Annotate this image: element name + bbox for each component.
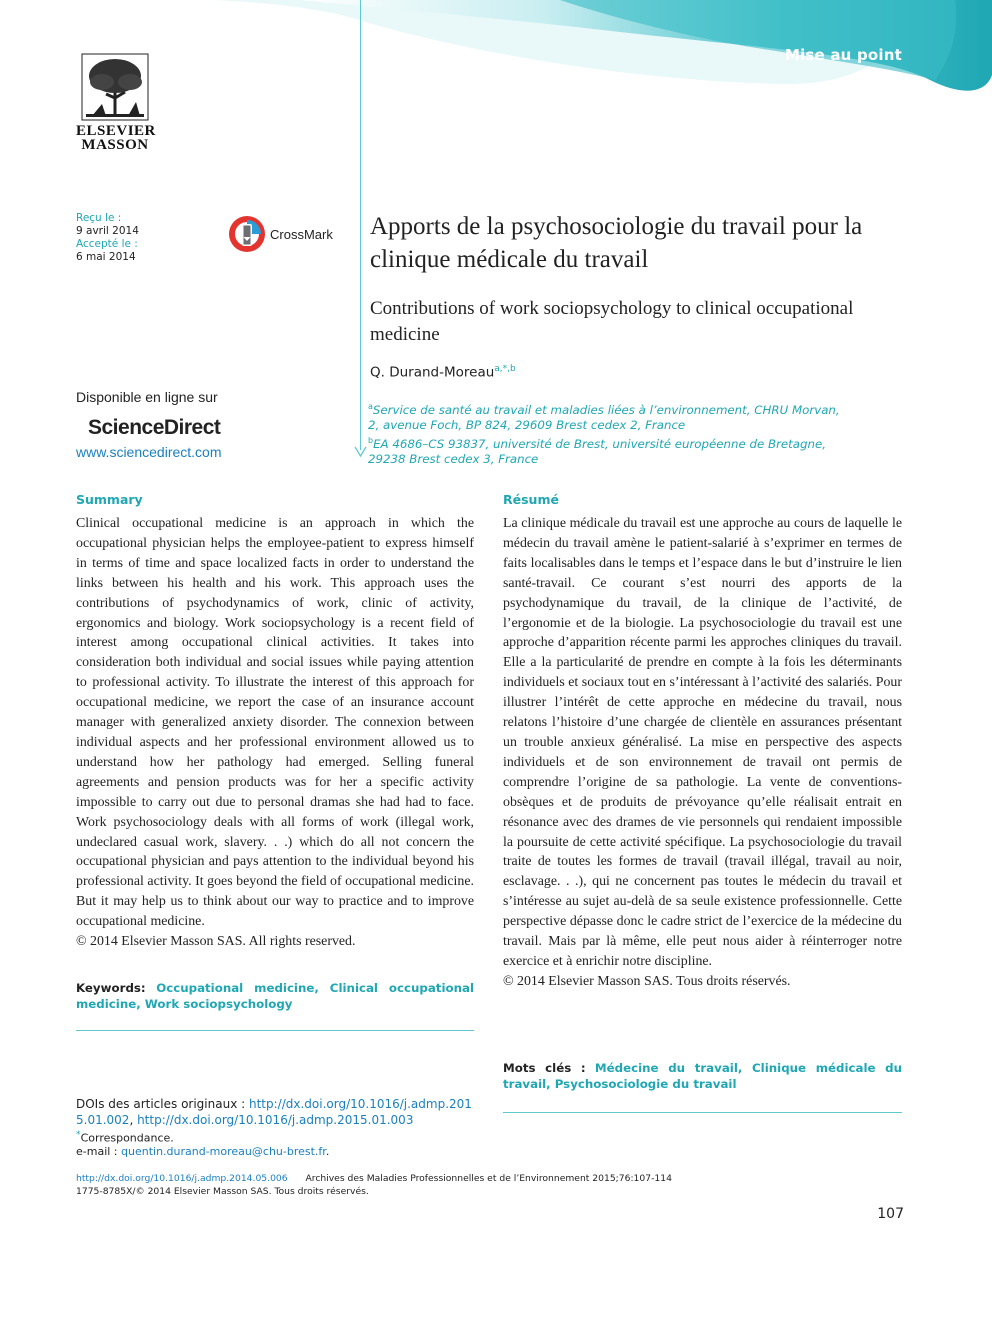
affiliation-b-mark: b (368, 435, 374, 445)
doi-label: DOIs des articles originaux : (76, 1097, 246, 1111)
keywords-values[interactable]: Occupational medicine, Clinical occupational medicine, Work sociopsychology (76, 981, 474, 1011)
email-link[interactable]: quentin.durand-moreau@chu-brest.fr (121, 1144, 326, 1158)
correspondence-mark: * (76, 1129, 81, 1140)
email-end: . (325, 1144, 330, 1158)
citation-line (76, 1172, 776, 1185)
correspondence-note (76, 1128, 476, 1145)
journal-reference: Archives des Maladies Professionnelles et de l’Environnement 2015;76:107-114 (305, 1173, 672, 1184)
arrow-down-icon (354, 446, 367, 458)
article-title: Apports de la psychosociologie du travail pour la clinique médicale du travail (370, 213, 863, 273)
affiliation-a-mark: a (368, 402, 373, 411)
article-dates (76, 212, 139, 264)
author-affiliation-marks[interactable]: a,*,b (494, 364, 516, 374)
summary-heading: Summary (76, 492, 143, 507)
article-doi-link[interactable]: http://dx.doi.org/10.1016/j.admp.2014.05.006 (76, 1173, 288, 1184)
mots-cles-label: Mots clés : (503, 1061, 586, 1075)
crossmark-badge[interactable] (228, 215, 333, 253)
resume-heading: Résumé (503, 492, 559, 507)
logo-text-elsevier: ELSEVIER (76, 123, 156, 139)
sciencedirect-logo[interactable]: ScienceDirect (88, 416, 221, 439)
publisher-logo (76, 52, 154, 152)
affiliations (368, 399, 848, 467)
logo-text-masson: MASSON (81, 137, 149, 153)
email-label: e-mail : (76, 1144, 118, 1158)
affiliation-a-text: Service de santé au travail et maladies liées à l’environnement, CHRU Morvan, 2, avenue Foch, BP 824, 29609 Brest cedex 2, France (368, 402, 840, 432)
resume-keywords (503, 1060, 902, 1092)
keywords-label: Keywords: (76, 981, 146, 995)
resume-body: La clinique médicale du travail est une approche au cours de laquelle le médecin du travail amène le patient-salarié à s’exprimer en termes de faits localisables dans le temps et l’espace dans le but d’instruire le lien santé-travail. Ce courant s’est nourri des apports de la psychodynamique du travail, de la clinique de l’activité, de l’ergonomie et de la biologie. La psychosociologie du travail est une approche d’apparition récente parmi les approches cliniques du travail. Elle a la particularité de prendre en compte à la fois les déterminants individuels et sociaux tout en s’intéressant à l’activité des salariés. Pour illustrer l’intérêt de cette approche en médecine du travail, nous relatons l’histoire d’une chargée de clientèle en assurances présentant un trouble anxieux généralisé. La mise en perspective des aspects individuels et de son environnement de travail ont permis de comprendre l’origine de sa pathologie. La vente de conventions-obsèques et de produits de prévoyance qu’elle réalisait entrait en résonance avec des drames de vie personnels qui rendaient impossible la poursuite de cette activité spécifique. La psychosociologie du travail traite de toutes les formes de travail (travail illégal, travail au noir, esclavage. . .), qui ne concernent pas toutes le médecin du travail et s’intéresse au sujet au-delà de sa seule existence professionnelle. Cette perspective dépasse donc le cadre strict de l’exercice de la médecine du travail. Mais par là même, elle peut nous aider à réinterroger notre exercice et à enrichir notre discipline. (503, 516, 902, 969)
affiliation-b (368, 433, 848, 467)
summary-divider (76, 1030, 474, 1031)
resume-text (503, 514, 902, 992)
elsevier-tree-icon (80, 52, 150, 122)
correspondence-label: Correspondance. (80, 1131, 174, 1145)
author-line (370, 364, 516, 381)
article-subtitle: Contributions of work sociopsychology to clinical occupational medicine (370, 298, 854, 345)
doi-link-2[interactable]: http://dx.doi.org/10.1016/j.admp.2015.01.003 (137, 1113, 414, 1127)
doi-note (76, 1096, 476, 1128)
doi-link-1[interactable]: http://dx.doi.org/10.1016/j.admp.2015.01.002 (76, 1097, 472, 1127)
email-note (76, 1145, 476, 1159)
crossmark-label: CrossMark (270, 226, 333, 242)
summary-text (76, 514, 474, 952)
section-label: Mise au point (784, 46, 902, 64)
resume-copyright: © 2014 Elsevier Masson SAS. Tous droits réservés. (503, 973, 791, 989)
author-name: Q. Durand-Moreau (370, 364, 495, 381)
mots-cles-values[interactable]: Médecine du travail, Clinique médicale du travail, Psychosociologie du travail (503, 1061, 902, 1091)
footnotes (76, 1096, 476, 1159)
available-online-text: Disponible en ligne sur (76, 389, 218, 405)
summary-copyright: © 2014 Elsevier Masson SAS. All rights reserved. (76, 934, 356, 950)
vertical-rule (360, 0, 361, 450)
received-date: 9 avril 2014 (76, 225, 139, 237)
citation-block (76, 1172, 776, 1198)
received-label: Reçu le : (76, 212, 122, 224)
accepted-date: 6 mai 2014 (76, 251, 136, 263)
summary-keywords (76, 980, 474, 1012)
summary-body: Clinical occupational medicine is an approach in which the occupational physician helps the employee-patient to express himself in terms of time and space localized facts in order to understand the links between his health and his work. This approach uses the contributions of psychodynamics of work, clinic of activity, ergonomics and biology. Work sociopsychology is a recent field of interest among occupational clinical activities. It takes into consideration both individual and social issues while paying attention to professional activity. To illustrate the interest of this approach for occupational medicine, we report the case of an insurance account manager with generalized anxiety disorder. The connexion between individual aspects and her professional environment allowed us to understand how her pathology had emerged. Selling funeral agreements and pension products was for her a specific activity impossible to carry out due to personal dramas she had had to face. Work psychosociology deals with all forms of work (illegal work, undeclared casual work, slavery. . .) which do all not concern the occupational physician and pays attention to the individual beyond his professional activity. It goes beyond the field of occupational medicine. But it may help us to think about our way to practice and to improve occupational medicine. (76, 516, 474, 930)
page-number: 107 (877, 1206, 904, 1222)
accepted-label: Accepté le : (76, 238, 138, 250)
resume-divider (503, 1112, 902, 1113)
doi-separator: , (129, 1113, 138, 1127)
crossmark-icon (228, 215, 266, 253)
affiliation-a (368, 399, 848, 433)
affiliation-b-text: EA 4686–CS 93837, université de Brest, université européenne de Bretagne, 29238 Brest cedex 3, France (368, 436, 827, 466)
issn-line: 1775-8785X/© 2014 Elsevier Masson SAS. Tous droits réservés. (76, 1186, 369, 1197)
sciencedirect-link[interactable]: www.sciencedirect.com (76, 444, 222, 460)
